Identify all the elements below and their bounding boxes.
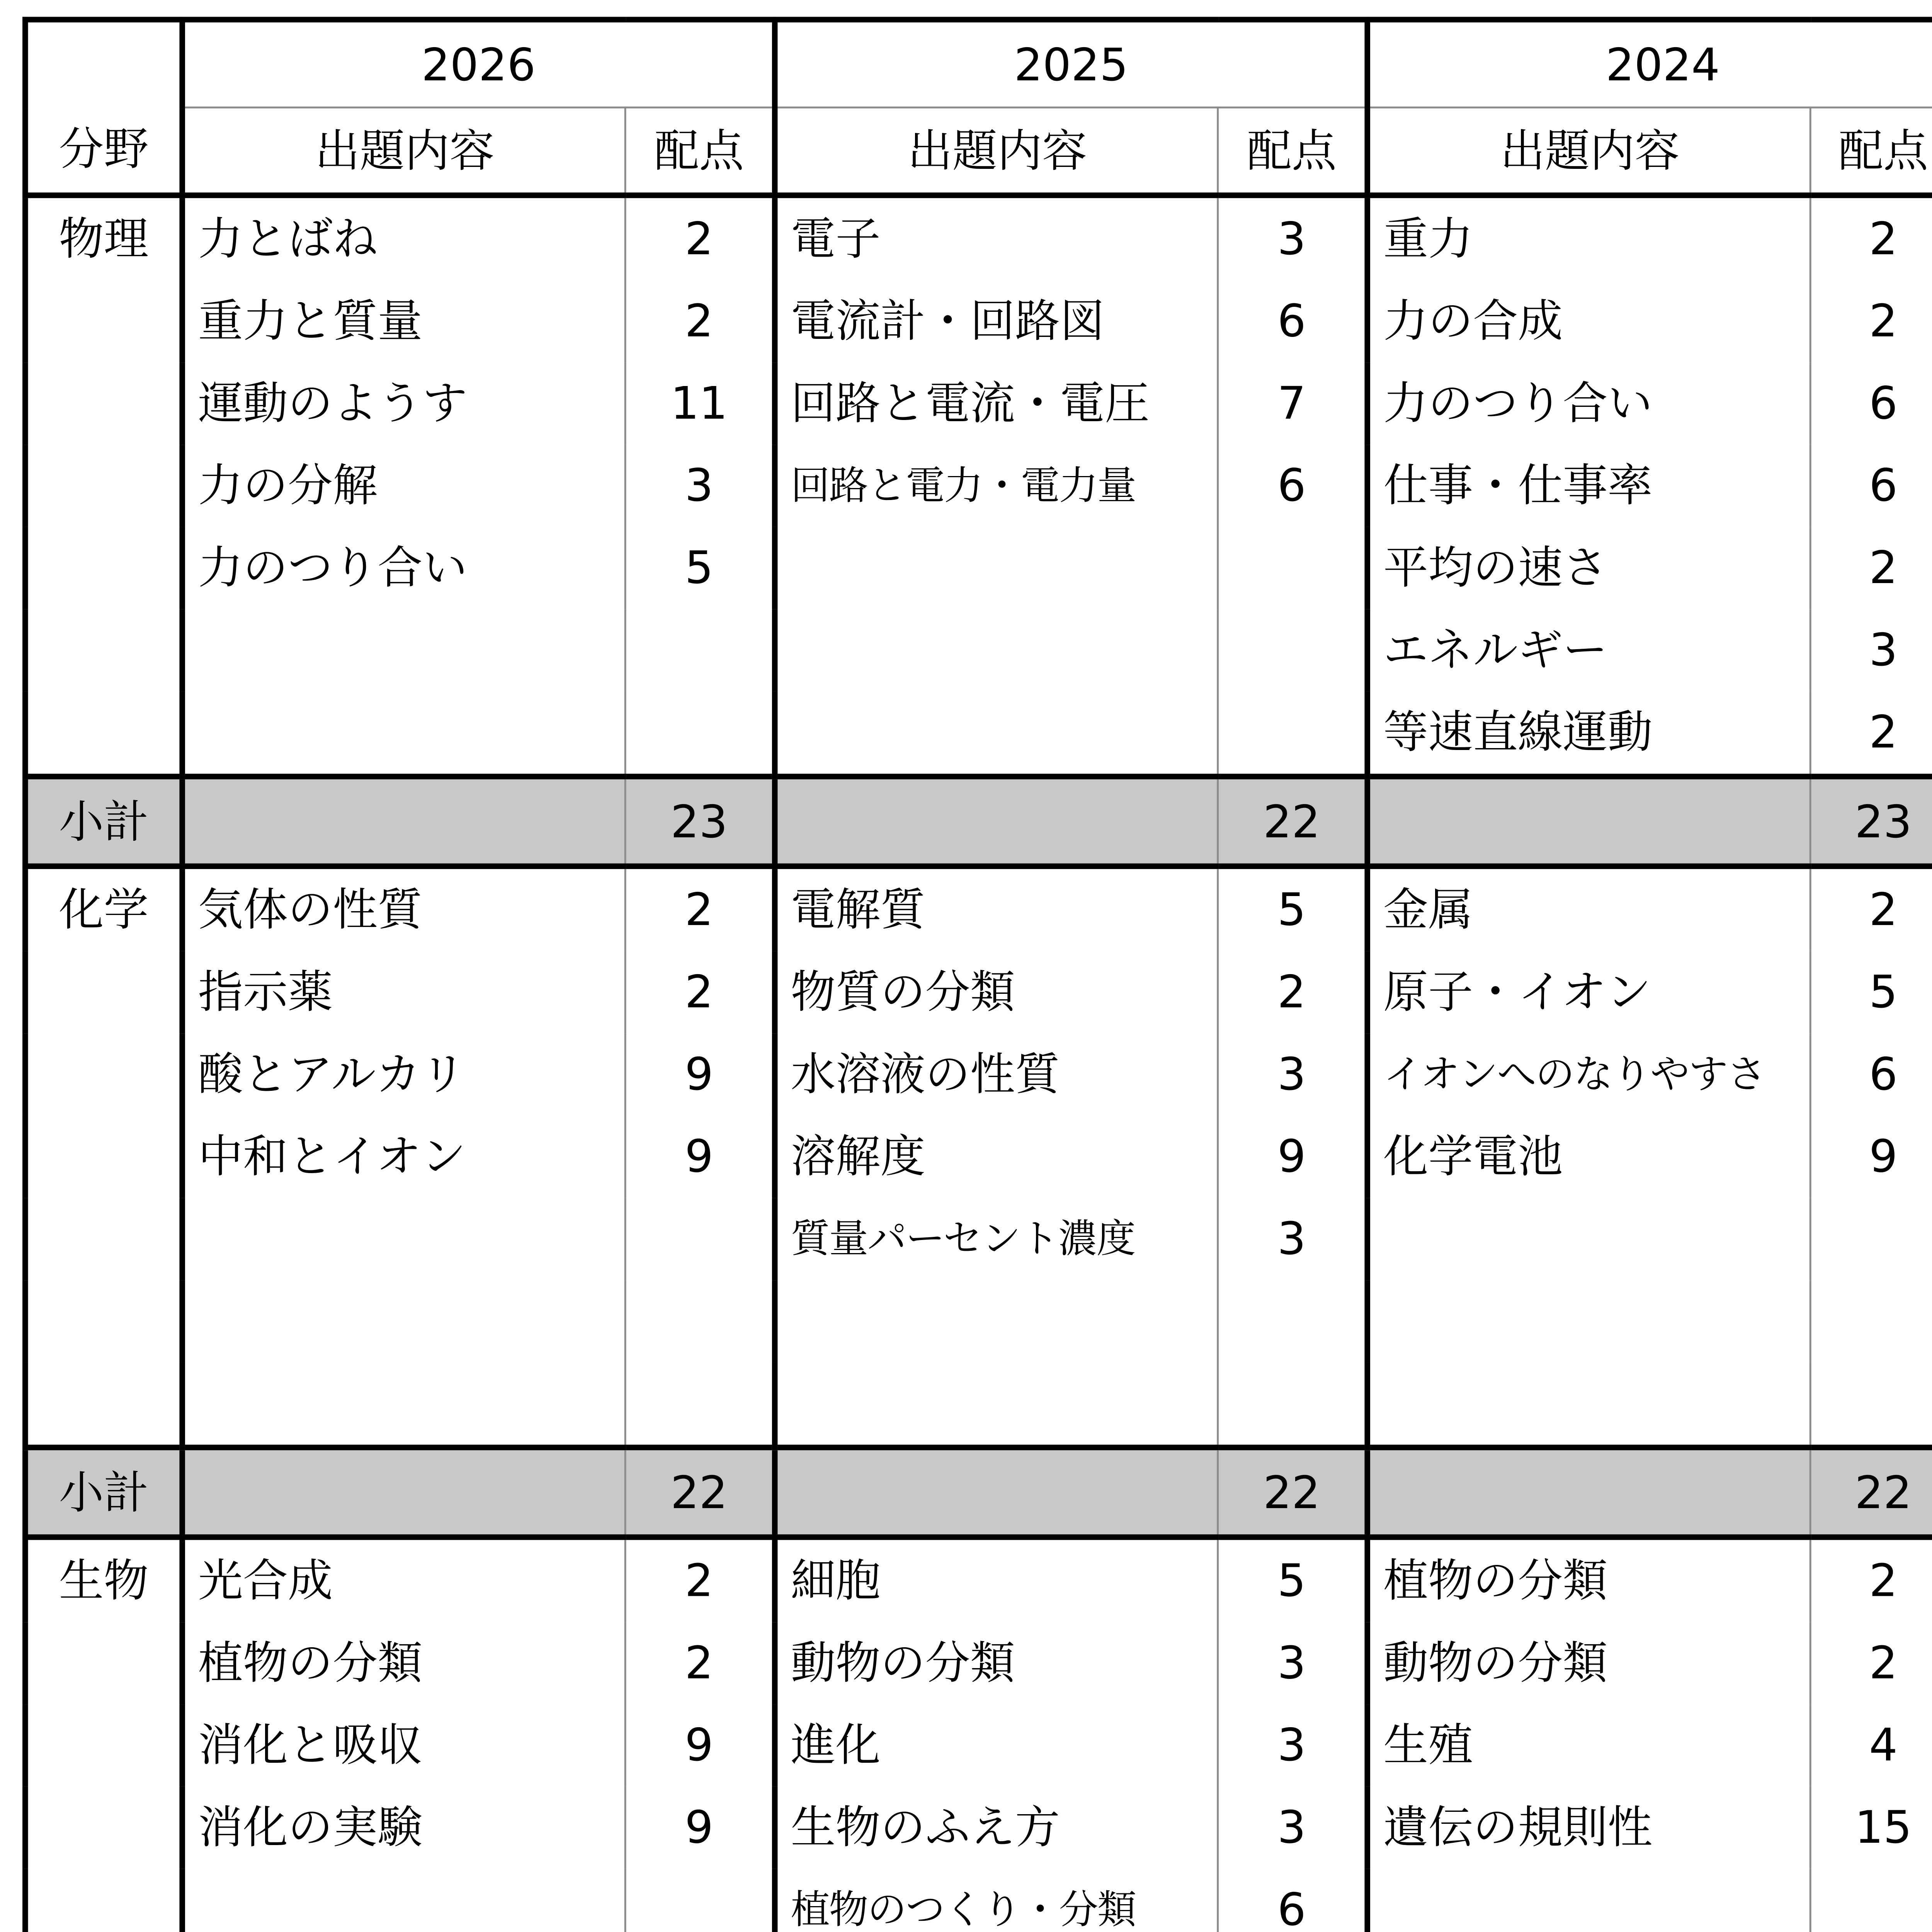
points-cell xyxy=(1218,692,1367,777)
topic-cell: 水溶液の性質 xyxy=(775,1034,1218,1116)
field-name: 生物 xyxy=(25,1537,182,1622)
points-cell: 6 xyxy=(1218,1869,1367,1932)
topic-cell: 回路と電力・電力量 xyxy=(775,445,1218,527)
points-cell: 5 xyxy=(625,527,775,609)
table-row xyxy=(25,1704,1932,1787)
points-cell: 2 xyxy=(625,195,775,280)
subtotal-label: 小計 xyxy=(25,777,182,866)
points-cell: 9 xyxy=(625,1704,775,1787)
table-row xyxy=(25,1116,1932,1198)
topic-cell: 電流計・回路図 xyxy=(775,281,1218,363)
table-row xyxy=(25,1869,1932,1932)
topic-cell xyxy=(1367,1198,1811,1280)
topic-column-header-2025: 出題内容 xyxy=(775,107,1218,195)
points-cell: 15 xyxy=(1810,1787,1932,1869)
field-blank xyxy=(25,1034,182,1116)
topic-cell: 力の分解 xyxy=(182,445,626,527)
points-cell xyxy=(1810,1280,1932,1362)
subtotal-row xyxy=(25,1447,1932,1537)
topic-cell: 重力と質量 xyxy=(182,281,626,363)
topic-cell: 生物のふえ方 xyxy=(775,1787,1218,1869)
field-blank xyxy=(25,1622,182,1704)
field-blank xyxy=(25,445,182,527)
header-field-blank xyxy=(25,20,182,107)
table-row xyxy=(25,866,1932,951)
subtotal-value: 22 xyxy=(625,1447,775,1537)
year-header-row xyxy=(25,20,1932,107)
topic-cell: 物質の分類 xyxy=(775,951,1218,1034)
points-cell xyxy=(1218,527,1367,609)
points-cell: 3 xyxy=(1218,1704,1367,1787)
field-blank xyxy=(25,1362,182,1447)
points-cell xyxy=(1810,1869,1932,1932)
points-cell: 6 xyxy=(1218,445,1367,527)
topic-cell xyxy=(1367,1280,1811,1362)
topic-cell xyxy=(182,692,626,777)
subtotal-value: 22 xyxy=(1218,1447,1367,1537)
topic-cell: 質量パーセント濃度 xyxy=(775,1198,1218,1280)
field-blank xyxy=(25,1869,182,1932)
field-name: 物理 xyxy=(25,195,182,280)
topic-cell: 力のつり合い xyxy=(1367,362,1811,445)
subtotal-label: 小計 xyxy=(25,1447,182,1537)
exam-topic-table xyxy=(22,17,1932,1932)
topic-cell xyxy=(775,692,1218,777)
points-cell: 2 xyxy=(1810,1537,1932,1622)
points-cell: 2 xyxy=(1810,692,1932,777)
points-cell xyxy=(625,1362,775,1447)
subtotal-blank xyxy=(775,777,1218,866)
topic-cell: 原子・イオン xyxy=(1367,951,1811,1034)
subtotal-blank xyxy=(1367,777,1811,866)
topic-cell: 金属 xyxy=(1367,866,1811,951)
field-column-header: 分野 xyxy=(25,107,182,195)
topic-cell: 酸とアルカリ xyxy=(182,1034,626,1116)
points-cell xyxy=(1218,609,1367,692)
points-cell: 4 xyxy=(1810,1704,1932,1787)
topic-cell: 力とばね xyxy=(182,195,626,280)
points-cell xyxy=(1218,1362,1367,1447)
topic-cell: 平均の速さ xyxy=(1367,527,1811,609)
points-cell xyxy=(625,1198,775,1280)
table-row xyxy=(25,445,1932,527)
table-row xyxy=(25,609,1932,692)
topic-cell: 細胞 xyxy=(775,1537,1218,1622)
table-row xyxy=(25,1537,1932,1622)
topic-cell: 溶解度 xyxy=(775,1116,1218,1198)
points-cell xyxy=(1810,1362,1932,1447)
field-blank xyxy=(25,609,182,692)
points-cell: 2 xyxy=(1810,195,1932,280)
field-blank xyxy=(25,1198,182,1280)
points-cell xyxy=(625,1869,775,1932)
topic-cell: イオンへのなりやすさ xyxy=(1367,1034,1811,1116)
topic-cell xyxy=(182,1280,626,1362)
points-cell: 5 xyxy=(1810,951,1932,1034)
topic-cell: 植物の分類 xyxy=(182,1622,626,1704)
topic-cell: 光合成 xyxy=(182,1537,626,1622)
topic-column-header-2024: 出題内容 xyxy=(1367,107,1811,195)
topic-cell xyxy=(182,609,626,692)
subtotal-blank xyxy=(182,777,626,866)
points-cell: 9 xyxy=(625,1787,775,1869)
topic-cell: 化学電池 xyxy=(1367,1116,1811,1198)
points-cell: 2 xyxy=(1810,866,1932,951)
topic-cell: 進化 xyxy=(775,1704,1218,1787)
points-column-header-2024: 配点 xyxy=(1810,107,1932,195)
subtotal-value: 23 xyxy=(1810,777,1932,866)
topic-cell xyxy=(182,1869,626,1932)
points-cell: 9 xyxy=(1218,1116,1367,1198)
topic-cell: 生殖 xyxy=(1367,1704,1811,1787)
points-cell: 2 xyxy=(625,951,775,1034)
subtotal-blank xyxy=(182,1447,626,1537)
points-cell: 3 xyxy=(1218,195,1367,280)
points-cell: 3 xyxy=(1810,609,1932,692)
points-cell: 2 xyxy=(625,1622,775,1704)
table-row xyxy=(25,1362,1932,1447)
topic-cell xyxy=(775,1280,1218,1362)
year-2025-heading: 2025 xyxy=(775,20,1367,107)
subtotal-row xyxy=(25,777,1932,866)
points-cell: 3 xyxy=(1218,1622,1367,1704)
points-cell: 2 xyxy=(1810,527,1932,609)
points-cell: 5 xyxy=(1218,866,1367,951)
field-blank xyxy=(25,1704,182,1787)
topic-cell: 運動のようす xyxy=(182,362,626,445)
points-column-header-2026: 配点 xyxy=(625,107,775,195)
topic-cell: 等速直線運動 xyxy=(1367,692,1811,777)
topic-cell: 植物のつくり・分類 xyxy=(775,1869,1218,1932)
points-cell: 3 xyxy=(625,445,775,527)
column-header-row xyxy=(25,107,1932,195)
points-cell: 9 xyxy=(625,1034,775,1116)
table-row xyxy=(25,1622,1932,1704)
topic-cell xyxy=(775,1362,1218,1447)
points-cell: 9 xyxy=(1810,1116,1932,1198)
topic-cell xyxy=(775,609,1218,692)
topic-cell: 重力 xyxy=(1367,195,1811,280)
topic-cell: 電解質 xyxy=(775,866,1218,951)
points-cell: 2 xyxy=(625,1537,775,1622)
field-blank xyxy=(25,1787,182,1869)
points-cell: 5 xyxy=(1218,1537,1367,1622)
topic-cell: 力のつり合い xyxy=(182,527,626,609)
topic-cell: 気体の性質 xyxy=(182,866,626,951)
subtotal-value: 22 xyxy=(1810,1447,1932,1537)
table-row xyxy=(25,1787,1932,1869)
topic-cell: 遺伝の規則性 xyxy=(1367,1787,1811,1869)
topic-cell xyxy=(1367,1362,1811,1447)
points-cell: 6 xyxy=(1810,445,1932,527)
topic-column-header-2026: 出題内容 xyxy=(182,107,626,195)
table-row xyxy=(25,362,1932,445)
subtotal-value: 23 xyxy=(625,777,775,866)
table-row xyxy=(25,692,1932,777)
field-blank xyxy=(25,281,182,363)
year-2024-heading: 2024 xyxy=(1367,20,1932,107)
topic-cell: 消化の実験 xyxy=(182,1787,626,1869)
topic-cell: 中和とイオン xyxy=(182,1116,626,1198)
subtotal-blank xyxy=(1367,1447,1811,1537)
table-row xyxy=(25,527,1932,609)
points-cell: 7 xyxy=(1218,362,1367,445)
table-row xyxy=(25,1198,1932,1280)
topic-cell xyxy=(182,1198,626,1280)
field-blank xyxy=(25,362,182,445)
topic-cell xyxy=(775,527,1218,609)
points-cell: 6 xyxy=(1810,1034,1932,1116)
field-blank xyxy=(25,1116,182,1198)
table-row xyxy=(25,281,1932,363)
points-cell: 2 xyxy=(1810,1622,1932,1704)
points-cell: 6 xyxy=(1810,362,1932,445)
topic-cell: 電子 xyxy=(775,195,1218,280)
topic-cell: 仕事・仕事率 xyxy=(1367,445,1811,527)
topic-cell: 指示薬 xyxy=(182,951,626,1034)
topic-cell: 動物の分類 xyxy=(775,1622,1218,1704)
topic-cell: 回路と電流・電圧 xyxy=(775,362,1218,445)
field-blank xyxy=(25,951,182,1034)
topic-cell: エネルギー xyxy=(1367,609,1811,692)
table-body xyxy=(25,20,1932,1932)
points-cell: 2 xyxy=(1218,951,1367,1034)
field-blank xyxy=(25,1280,182,1362)
points-cell: 9 xyxy=(625,1116,775,1198)
points-cell: 2 xyxy=(1810,281,1932,363)
table-row xyxy=(25,1034,1932,1116)
topic-cell xyxy=(182,1362,626,1447)
points-cell xyxy=(625,609,775,692)
field-blank xyxy=(25,692,182,777)
field-blank xyxy=(25,527,182,609)
points-cell xyxy=(1810,1198,1932,1280)
topic-cell: 消化と吸収 xyxy=(182,1704,626,1787)
table-row xyxy=(25,1280,1932,1362)
subtotal-blank xyxy=(775,1447,1218,1537)
points-cell xyxy=(625,692,775,777)
points-cell: 2 xyxy=(625,281,775,363)
points-cell: 2 xyxy=(625,866,775,951)
topic-cell xyxy=(1367,1869,1811,1932)
points-cell: 3 xyxy=(1218,1787,1367,1869)
topic-cell: 植物の分類 xyxy=(1367,1537,1811,1622)
points-cell: 3 xyxy=(1218,1034,1367,1116)
field-name: 化学 xyxy=(25,866,182,951)
table-row xyxy=(25,951,1932,1034)
year-2026-heading: 2026 xyxy=(182,20,775,107)
table-row xyxy=(25,195,1932,280)
points-cell xyxy=(1218,1280,1367,1362)
points-cell: 6 xyxy=(1218,281,1367,363)
subtotal-value: 22 xyxy=(1218,777,1367,866)
points-cell: 3 xyxy=(1218,1198,1367,1280)
points-cell xyxy=(625,1280,775,1362)
points-cell: 11 xyxy=(625,362,775,445)
points-column-header-2025: 配点 xyxy=(1218,107,1367,195)
topic-cell: 力の合成 xyxy=(1367,281,1811,363)
topic-cell: 動物の分類 xyxy=(1367,1622,1811,1704)
